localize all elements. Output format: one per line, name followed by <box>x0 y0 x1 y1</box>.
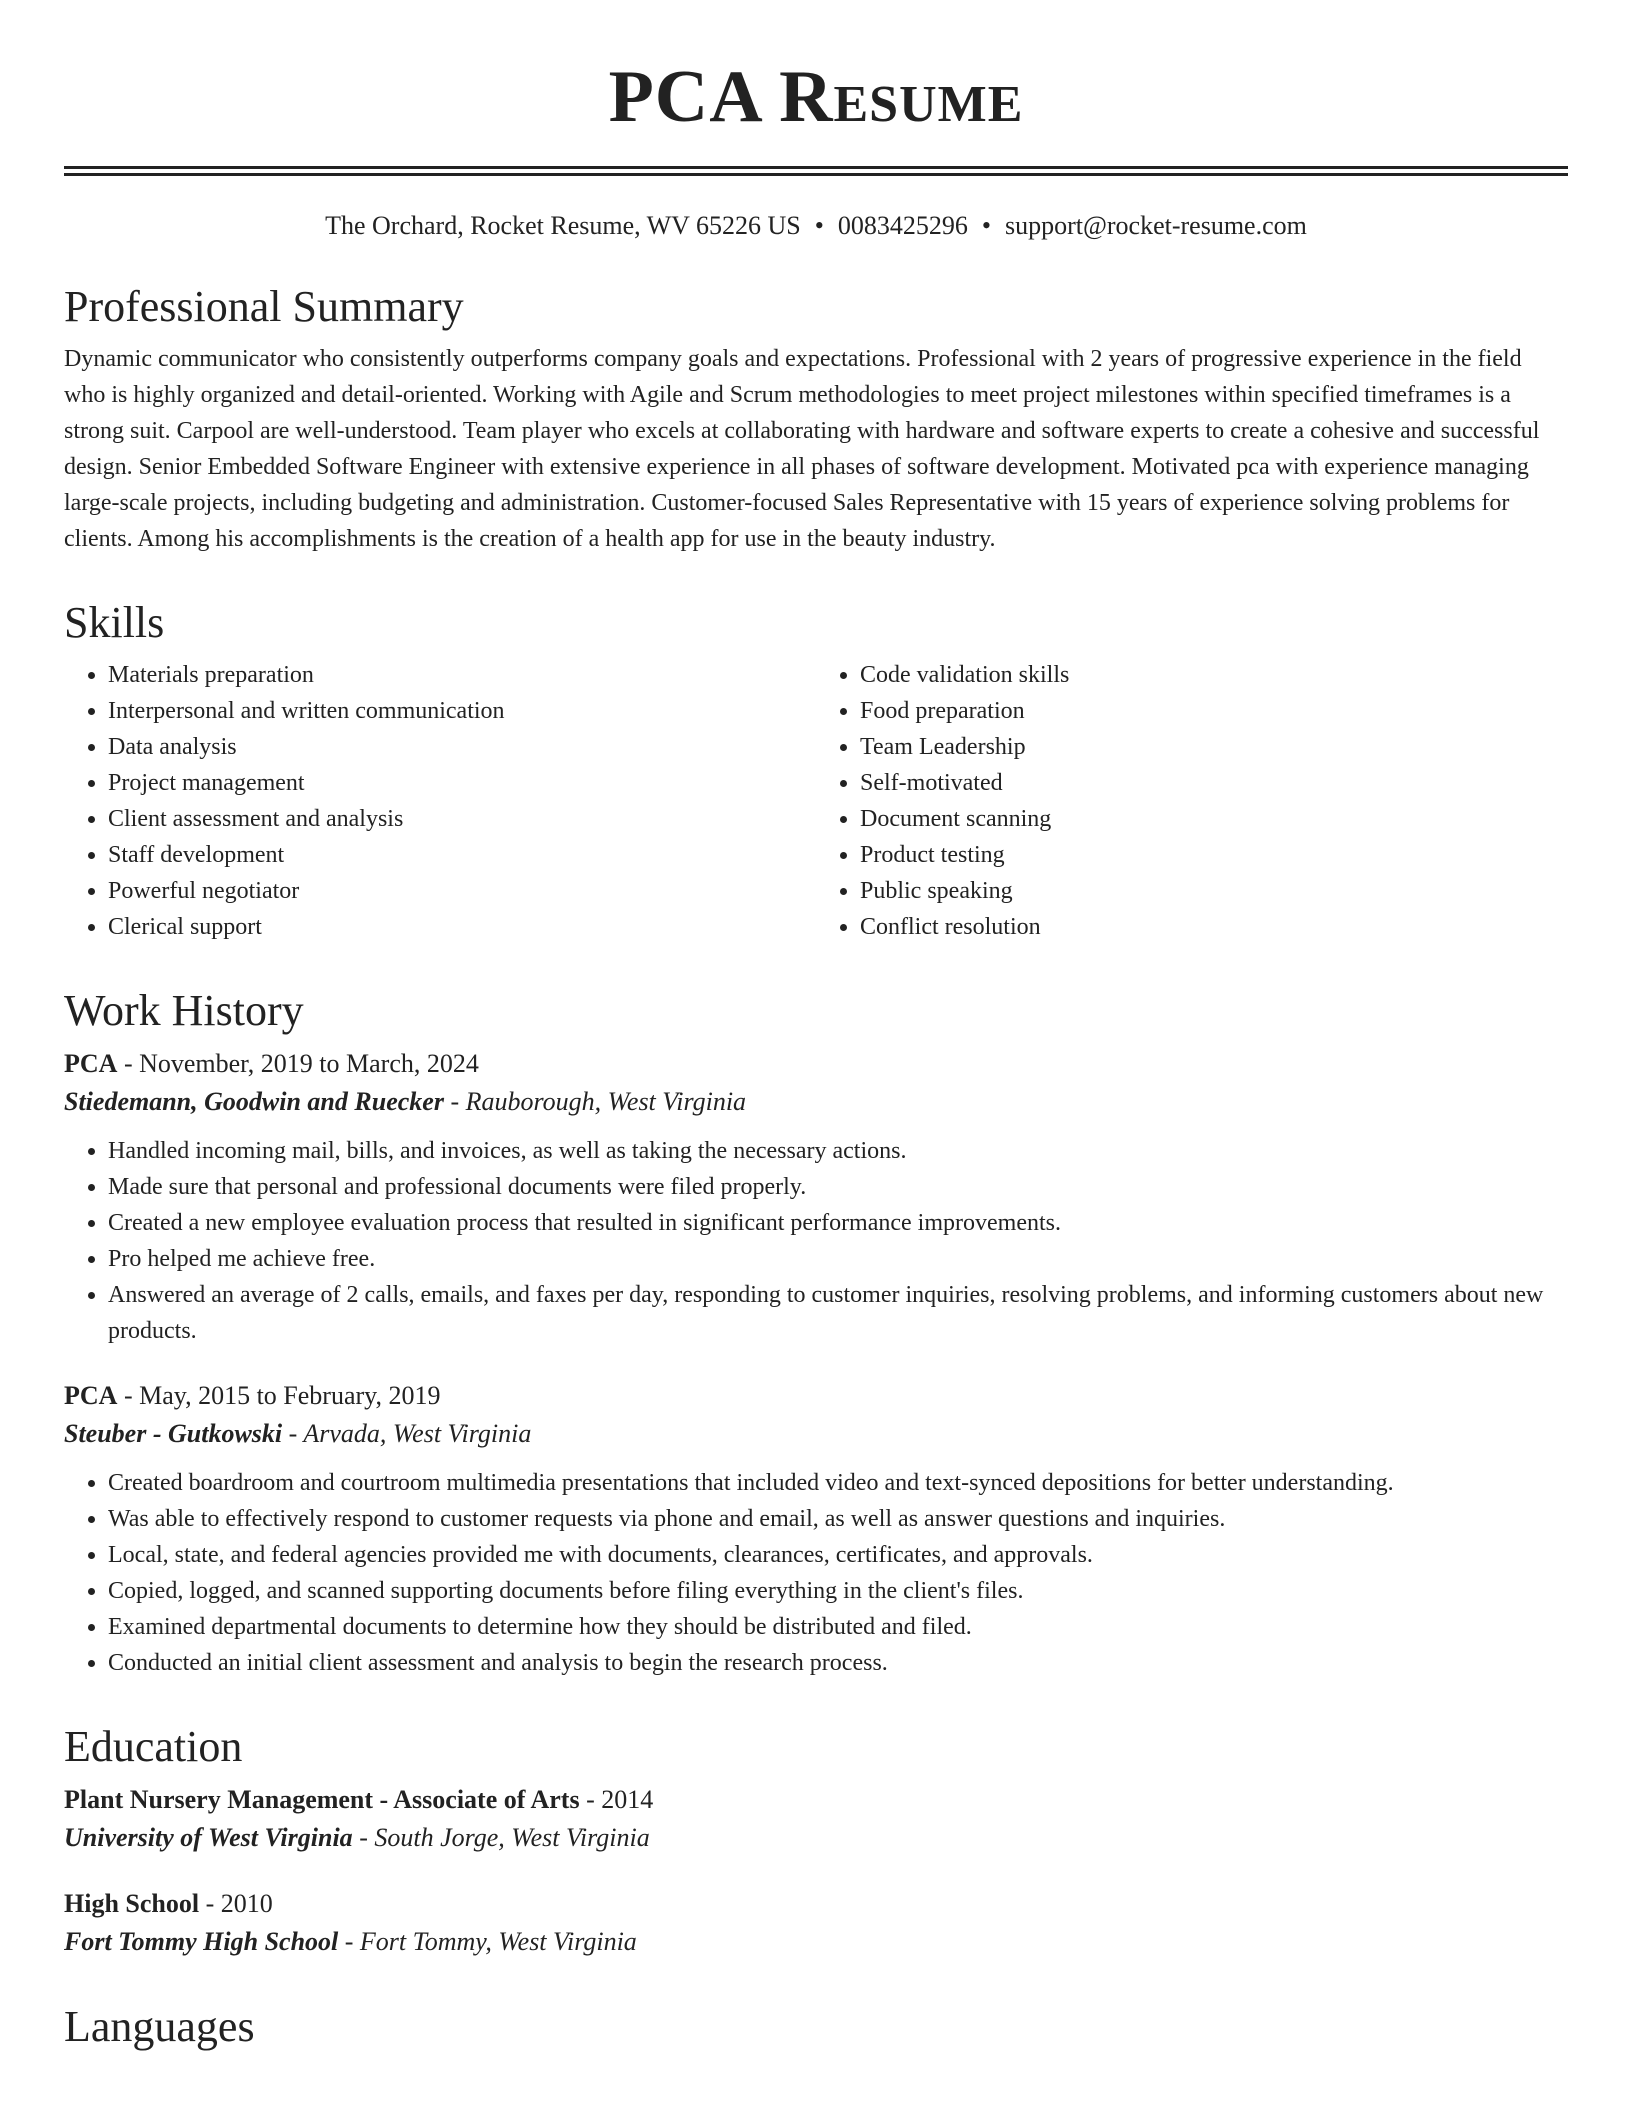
job-bullet: • Created boardroom and courtroom multimedia presentations that included video and text-synced depositions for better understanding. <box>108 1465 1568 1501</box>
skill-item: • Conflict resolution <box>860 909 1568 945</box>
summary-text: Dynamic communicator who consistently outperforms company goals and expectations. Professional with 2 years of progressive experience in the field who is highly organized and detail-oriented. Working with Agile and Scrum methodologies to meet project milestones within specified timeframes is a strong suit. Carpool are well-understood. Team player who excels at collaborating with hardware and software experts to create a cohesive and successful design. Senior Embedded Software Engineer with extensive experience in all phases of software development. Motivated pca with experience managing large-scale projects, including budgeting and administration. Customer-focused Sales Representative with 15 years of experience solving problems for clients. Among his accomplishments is the creation of a health app for use in the beauty industry. <box>64 346 1540 553</box>
contact-line <box>64 210 1568 241</box>
education-school-line <box>64 1819 1568 1857</box>
title-divider <box>64 166 1568 176</box>
contact-email: support@rocket-resume.com <box>1004 211 1307 240</box>
languages-heading: Languages <box>64 2002 255 2052</box>
resume-title: PCA Resume <box>608 56 1024 138</box>
skill-item: • Public speaking <box>860 873 1568 909</box>
skill-item: • Food preparation <box>860 693 1568 729</box>
summary-heading: Professional Summary <box>64 282 464 332</box>
work-history-heading: Work History <box>64 986 304 1036</box>
job-location: - Rauborough, West Virginia <box>443 1087 747 1117</box>
skill-item: • Project management <box>108 765 816 801</box>
job-location: - Arvada, West Virginia <box>282 1419 532 1449</box>
education-degree: High School <box>64 1889 200 1919</box>
job-bullet: • Made sure that personal and professional documents were filed properly. <box>108 1169 1568 1205</box>
education-year: - 2010 <box>199 1889 273 1919</box>
job-entry <box>64 1377 1568 1681</box>
education-year: - 2014 <box>579 1785 654 1815</box>
skill-item: • Self-motivated <box>860 765 1568 801</box>
contact-separator: • <box>981 211 991 240</box>
skills-columns <box>64 657 1568 945</box>
education-school: University of West Virginia <box>64 1823 353 1853</box>
education-school: Fort Tommy High School <box>64 1927 339 1957</box>
job-bullet: • Conducted an initial client assessment and analysis to begin the research process. <box>108 1645 1568 1681</box>
skills-heading: Skills <box>64 598 165 648</box>
job-bullet: • Answered an average of 2 calls, emails, and faxes per day, responding to customer inquiries, resolving problems, and informing customers about new products. <box>108 1277 1568 1349</box>
skill-item: • Data analysis <box>108 729 816 765</box>
contact-separator: • <box>814 211 824 240</box>
education-school-line <box>64 1923 1568 1961</box>
job-dates: - November, 2019 to March, 2024 <box>117 1049 479 1079</box>
skill-item: • Client assessment and analysis <box>108 801 816 837</box>
education-entry <box>64 1885 1568 1961</box>
job-dates: - May, 2015 to February, 2019 <box>117 1381 441 1411</box>
education-heading: Education <box>64 1722 243 1772</box>
contact-address: The Orchard, Rocket Resume, WV 65226 US <box>325 211 801 240</box>
skills-list-right <box>816 657 1568 945</box>
job-bullets <box>64 1465 1568 1681</box>
skills-list-left <box>64 657 816 945</box>
job-bullet: • Examined departmental documents to determine how they should be distributed and filed. <box>108 1609 1568 1645</box>
skill-item: • Powerful negotiator <box>108 873 816 909</box>
education-location: - Fort Tommy, West Virginia <box>338 1927 637 1957</box>
job-bullet: • Created a new employee evaluation process that resulted in significant performance improvements. <box>108 1205 1568 1241</box>
education-header <box>64 1885 1568 1923</box>
education-entry <box>64 1781 1568 1857</box>
skill-item: • Clerical support <box>108 909 816 945</box>
skill-item: • Product testing <box>860 837 1568 873</box>
job-bullet: • Copied, logged, and scanned supporting documents before filing everything in the client's files. <box>108 1573 1568 1609</box>
skill-item: • Team Leadership <box>860 729 1568 765</box>
skill-item: • Staff development <box>108 837 816 873</box>
job-title: PCA <box>64 1049 118 1079</box>
job-employer <box>64 1415 1568 1453</box>
skill-item: • Materials preparation <box>108 657 816 693</box>
job-entry <box>64 1045 1568 1349</box>
skill-item: • Interpersonal and written communication <box>108 693 816 729</box>
job-header <box>64 1377 1568 1415</box>
education-location: - South Jorge, West Virginia <box>352 1823 650 1853</box>
education-degree: Plant Nursery Management - Associate of Arts <box>64 1785 580 1815</box>
skill-item: • Document scanning <box>860 801 1568 837</box>
job-header <box>64 1045 1568 1083</box>
job-company: Stiedemann, Goodwin and Ruecker <box>64 1087 444 1117</box>
contact-phone: 0083425296 <box>837 211 968 240</box>
job-employer <box>64 1083 1568 1121</box>
job-bullet: • Local, state, and federal agencies provided me with documents, clearances, certificates, and approvals. <box>108 1537 1568 1573</box>
job-title: PCA <box>64 1381 118 1411</box>
job-bullet: • Pro helped me achieve free. <box>108 1241 1568 1277</box>
job-bullets <box>64 1133 1568 1349</box>
education-header <box>64 1781 1568 1819</box>
skill-item: • Code validation skills <box>860 657 1568 693</box>
job-bullet: • Was able to effectively respond to customer requests via phone and email, as well as answer questions and inquiries. <box>108 1501 1568 1537</box>
job-bullet: • Handled incoming mail, bills, and invoices, as well as taking the necessary actions. <box>108 1133 1568 1169</box>
job-company: Steuber - Gutkowski <box>64 1419 283 1449</box>
